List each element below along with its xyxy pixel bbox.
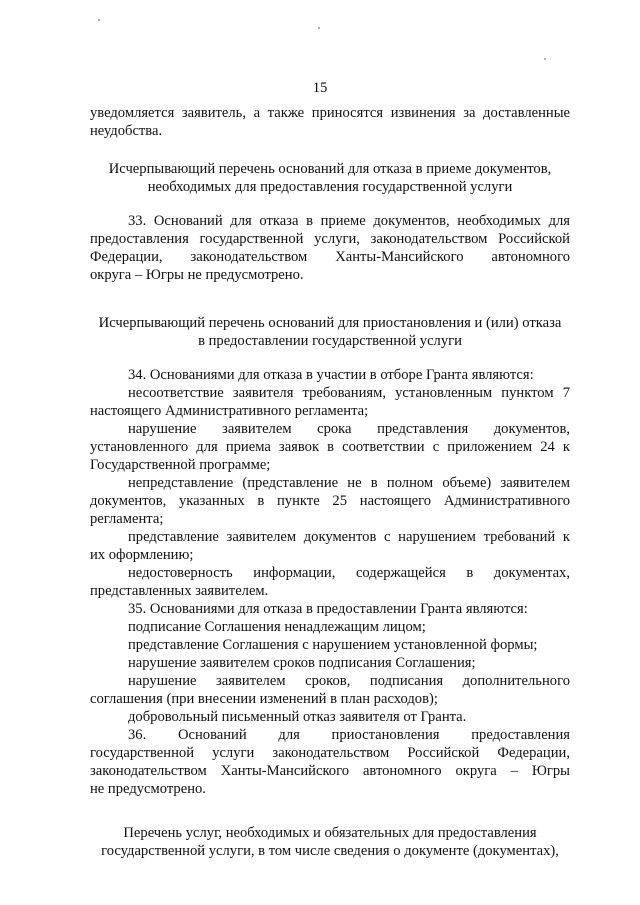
text-line: соглашения (при внесении изменений в план расходов); xyxy=(90,691,438,707)
text-line: неудобства. xyxy=(90,123,163,139)
section-heading-required-services xyxy=(90,824,570,860)
text-line: подписание Соглашения ненадлежащим лицом; xyxy=(128,619,426,635)
heading-line: Исчерпывающий перечень оснований для приостановления и (или) отказа xyxy=(98,315,562,331)
text-line: добровольный письменный отказ заявителя от Гранта. xyxy=(128,709,467,725)
text-line: 36. Оснований для приостановления предоставления xyxy=(128,727,570,743)
text-line: законодательством Ханты-Мансийского автономного округа – Югры xyxy=(90,763,570,779)
text-line: предоставления государственной услуги, законодательством Российской xyxy=(90,231,570,247)
speck xyxy=(98,19,100,21)
text-line: государственной услуги законодательством Российской Федерации, xyxy=(90,745,570,761)
heading-line: в предоставлении государственной услуги xyxy=(198,333,462,349)
text-line: настоящего Административного регламента; xyxy=(90,403,369,419)
section-heading-suspension-refusal xyxy=(90,314,570,350)
paragraph-33 xyxy=(90,212,570,284)
heading-line: государственной услуги, в том числе сведения о документе (документах), xyxy=(101,843,559,859)
text-line: непредставление (представление не в полном объеме) заявителем xyxy=(128,475,570,491)
text-line: 33. Оснований для отказа в приеме документов, необходимых для xyxy=(128,213,570,229)
text-line: уведомляется заявитель, а также приносятся извинения за доставленные xyxy=(90,105,570,121)
text-line: представление Соглашения с нарушением установленной формы; xyxy=(128,637,538,653)
text-line: недостоверность информации, содержащейся в документах, xyxy=(128,565,570,581)
text-line: Федерации, законодательством Ханты-Мансийского автономного xyxy=(90,249,570,265)
section-heading-refusal-acceptance xyxy=(90,160,570,196)
text-line: 34. Основаниями для отказа в участии в отборе Гранта являются: xyxy=(128,367,534,383)
text-line: 35. Основаниями для отказа в предоставлении Гранта являются: xyxy=(128,601,528,617)
text-line: несоответствие заявителя требованиям, установленным пунктом 7 xyxy=(128,385,570,401)
text-line: Государственной программе; xyxy=(90,457,271,473)
text-line: регламента; xyxy=(90,511,164,527)
text-line: документов, указанных в пункте 25 настоящего Административного xyxy=(90,493,570,509)
text-line: представление заявителем документов с нарушением требований к xyxy=(128,529,570,545)
heading-line: Перечень услуг, необходимых и обязательных для предоставления xyxy=(123,825,537,841)
paragraph-continuation xyxy=(90,104,570,140)
document-body xyxy=(90,104,570,860)
speck xyxy=(544,58,546,60)
text-line: нарушение заявителем сроков, подписания дополнительного xyxy=(128,673,570,689)
text-line: нарушение заявителем сроков подписания Соглашения; xyxy=(128,655,476,671)
heading-line: необходимых для предоставления государственной услуги xyxy=(147,179,513,195)
text-line: нарушение заявителем срока представления документов, xyxy=(128,421,570,437)
page-number: 15 xyxy=(312,80,328,96)
paragraph-34-36 xyxy=(90,366,570,798)
text-line: представленных заявителем. xyxy=(90,583,269,599)
text-line: округа – Югры не предусмотрено. xyxy=(90,267,304,283)
text-line: установленного для приема заявок в соответствии с приложением 24 к xyxy=(90,439,570,455)
speck xyxy=(318,27,320,29)
heading-line: Исчерпывающий перечень оснований для отказа в приеме документов, xyxy=(108,161,552,177)
text-line: их оформлению; xyxy=(90,547,194,563)
text-line: не предусмотрено. xyxy=(90,781,206,797)
